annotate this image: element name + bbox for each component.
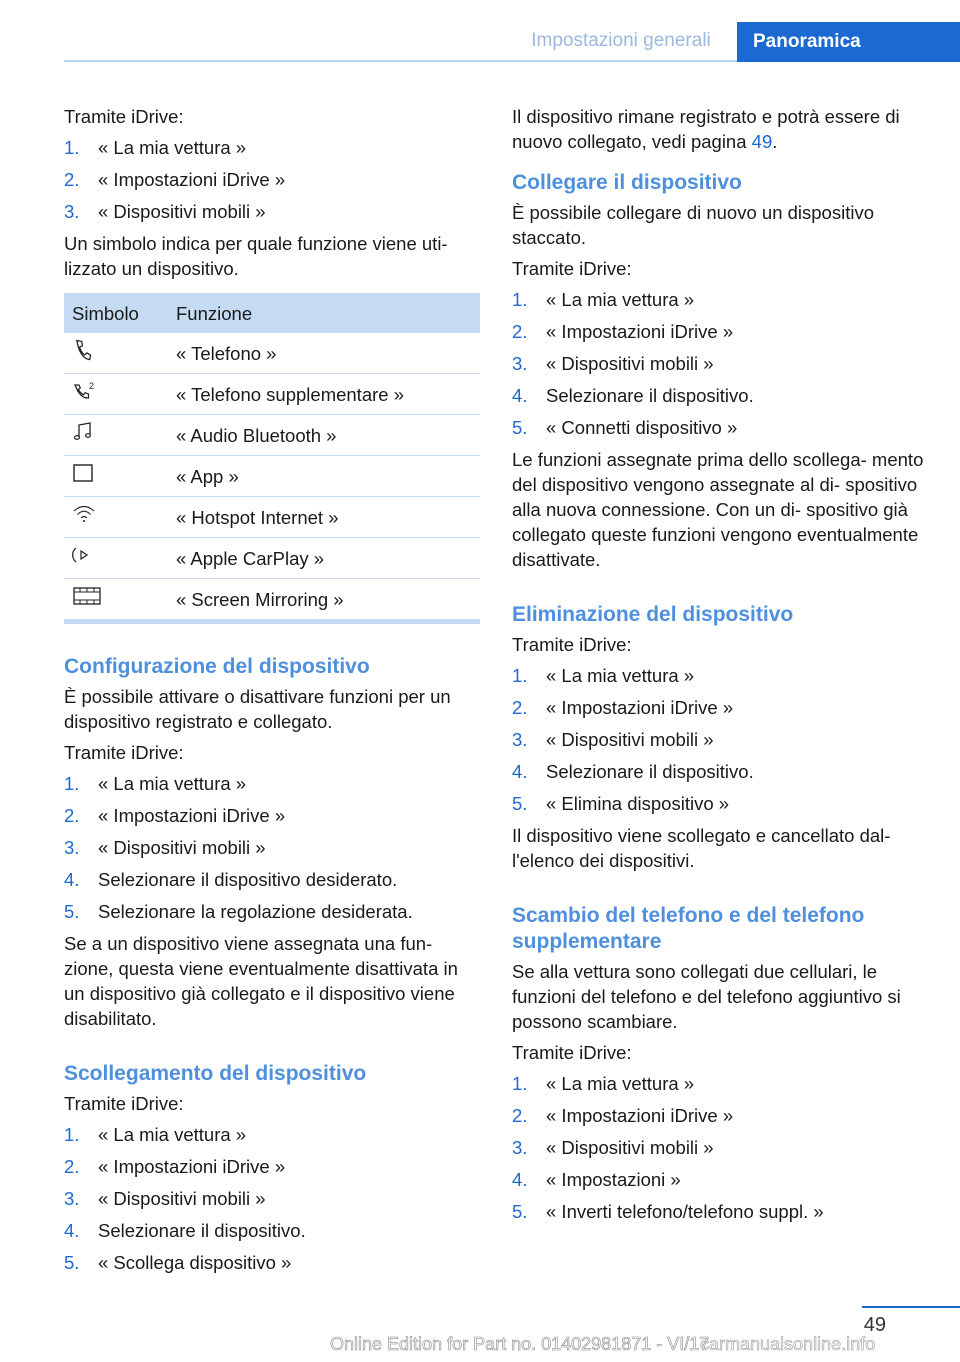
step-number: 1. [512,1073,528,1094]
step-text: Selezionare il dispositivo. [546,385,754,406]
list-item [512,695,932,720]
step-number: 2. [512,697,528,718]
function-label: « Hotspot Internet » [168,497,480,538]
table-row [64,456,480,497]
step-number: 3. [512,353,528,374]
connect-note: Le funzioni assegnate prima dello scollega‐ mento del dispositivo vengono assegnate al di‐ spositivo alla nuova connessione. Con un di‐ spositivo già collegato queste funzioni vengono eventualmente disattivate. [512,449,924,570]
list-item [512,1135,932,1160]
step-number: 3. [512,729,528,750]
step-number: 4. [512,385,528,406]
step-text: « Impostazioni iDrive » [98,805,286,826]
heading-scollegamento: Scollegamento del dispositivo [64,1062,367,1085]
list-item [64,135,482,160]
left-column [64,104,482,1282]
step-number: 2. [64,805,80,826]
list-item [64,1154,482,1179]
step-number: 2. [512,321,528,342]
step-number: 3. [64,1188,80,1209]
list-item [512,383,932,408]
heading-eliminazione: Eliminazione del dispositivo [512,603,794,626]
list-item [512,415,932,440]
phone-icon [72,339,94,361]
step-number: 5. [512,417,528,438]
step-list [512,663,932,816]
symbol-table [64,293,480,624]
music-note-icon [72,421,94,443]
table-row [64,538,480,579]
list-item [64,771,482,796]
list-item [512,791,932,816]
step-number: 1. [64,773,80,794]
step-text: « Dispositivi mobili » [98,837,266,858]
list-item [512,319,932,344]
step-number: 3. [512,1137,528,1158]
heading-configurazione: Configurazione del dispositivo [64,655,370,678]
step-number: 5. [512,793,528,814]
step-text: « Scollega dispositivo » [98,1252,292,1273]
step-text: Selezionare il dispositivo desiderato. [98,869,398,890]
table-row [64,374,480,415]
step-text: Selezionare il dispositivo. [98,1220,306,1241]
step-list [64,1122,482,1275]
step-text: « Impostazioni iDrive » [546,321,734,342]
list-item [64,899,482,924]
list-item [512,287,932,312]
step-text: « La mia vettura » [546,289,695,310]
step-number: 2. [64,1156,80,1177]
heading-collegare: Collegare il dispositivo [512,171,742,194]
table-row [64,415,480,456]
function-label: « Screen Mirroring » [168,579,480,622]
step-text: « Impostazioni iDrive » [546,1105,734,1126]
column-header-function: Funzione [168,293,480,333]
step-number: 5. [64,1252,80,1273]
step-number: 4. [512,1169,528,1190]
edition-note: Online Edition for Part no. 01402981871 - VI/17 [330,1334,710,1354]
list-item [64,835,482,860]
step-number: 1. [512,289,528,310]
step-text: « Dispositivi mobili » [98,201,266,222]
function-label: « Apple CarPlay » [168,538,480,579]
table-row [64,497,480,538]
delete-note: Il dispositivo viene scollegato e cancellato dal‐ l'elenco dei dispositivi. [512,825,891,871]
list-item [64,1218,482,1243]
step-text: Selezionare il dispositivo. [546,761,754,782]
step-list [512,1071,932,1224]
step-text: « Dispositivi mobili » [546,1137,714,1158]
function-label: « Telefono » [168,333,480,374]
step-text: Selezionare la regolazione desiderata. [98,901,413,922]
symbol-note: Un simbolo indica per quale funzione viene uti‐ lizzato un dispositivo. [64,233,448,279]
delete-idrive: Tramite iDrive: [512,634,632,655]
connect-idrive: Tramite iDrive: [512,258,632,279]
secondary-phone-icon [72,380,98,402]
list-item [64,1122,482,1147]
list-item [64,803,482,828]
right-column [512,104,932,1231]
list-item [64,867,482,892]
intro-text: Tramite iDrive: [64,106,184,127]
step-list [64,135,482,224]
svg-text:2: 2 [89,381,95,391]
section-title: Impostazioni generali [531,30,711,51]
step-text: « La mia vettura » [546,665,695,686]
footer-rule [862,1306,960,1308]
step-number: 2. [512,1105,528,1126]
table-row [64,579,480,622]
step-text: « La mia vettura » [98,137,247,158]
step-number: 3. [64,201,80,222]
list-item [512,1103,932,1128]
swap-idrive: Tramite iDrive: [512,1042,632,1063]
heading-scambio: Scambio del telefono e del telefono supplementare [512,904,865,953]
list-item [64,167,482,192]
step-text: « Dispositivi mobili » [98,1188,266,1209]
function-label: « Telefono supplementare » [168,374,480,415]
step-text: « La mia vettura » [546,1073,695,1094]
connect-text: È possibile collegare di nuovo un dispositivo staccato. [512,202,874,248]
list-item [512,1071,932,1096]
step-text: « Impostazioni iDrive » [98,169,286,190]
list-item [64,1186,482,1211]
step-text: « Dispositivi mobili » [546,353,714,374]
step-text: « Impostazioni iDrive » [98,1156,286,1177]
step-text: « La mia vettura » [98,1124,247,1145]
step-list [64,771,482,924]
function-label: « Audio Bluetooth » [168,415,480,456]
config-text: È possibile attivare o disattivare funzioni per un dispositivo registrato e collegato. [64,686,451,732]
app-square-icon [72,462,94,484]
list-item [512,1167,932,1192]
step-number: 1. [64,137,80,158]
page-reference-link[interactable]: 49 [751,131,773,152]
watermark: carmanualsonline.info [700,1334,876,1354]
list-item [512,727,932,752]
step-number: 5. [64,901,80,922]
wifi-hotspot-icon [72,503,96,525]
step-list [512,287,932,440]
step-text: « Impostazioni » [546,1169,681,1190]
step-text: « Connetti dispositivo » [546,417,738,438]
swap-text: Se alla vettura sono collegati due cellulari, le funzioni del telefono e del telefono aggiuntivo si possono scambiare. [512,961,901,1032]
step-number: 1. [512,665,528,686]
list-item [512,759,932,784]
tab-panoramica[interactable]: Panoramica [737,22,960,62]
column-header-symbol: Simbolo [64,293,168,333]
step-text: « Elimina dispositivo » [546,793,730,814]
page-number: 49 [863,1314,886,1336]
config-note: Se a un dispositivo viene assegnata una fun‐ zione, questa viene eventualmente disattivata in un dispositivo già collegato e il dispositivo viene disabilitato. [64,933,458,1029]
step-number: 2. [64,169,80,190]
step-number: 4. [64,1220,80,1241]
step-number: 1. [64,1124,80,1145]
step-number: 4. [512,761,528,782]
step-text: « Inverti telefono/telefono suppl. » [546,1201,824,1222]
step-number: 4. [64,869,80,890]
list-item [64,1250,482,1275]
function-label: « App » [168,456,480,497]
config-idrive: Tramite iDrive: [64,742,184,763]
table-header-row [64,293,480,333]
table-row [64,333,480,374]
list-item [512,663,932,688]
step-text: « Dispositivi mobili » [546,729,714,750]
step-text: « Impostazioni iDrive » [546,697,734,718]
screen-mirroring-icon [72,585,102,607]
list-item [512,1199,932,1224]
registered-note: Il dispositivo rimane registrato e potrà essere di nuovo collegato, vedi pagina 49. [512,106,900,152]
step-number: 3. [64,837,80,858]
disconnect-idrive: Tramite iDrive: [64,1093,184,1114]
list-item [512,351,932,376]
carplay-play-icon [72,544,94,566]
list-item [64,199,482,224]
step-number: 5. [512,1201,528,1222]
step-text: « La mia vettura » [98,773,247,794]
